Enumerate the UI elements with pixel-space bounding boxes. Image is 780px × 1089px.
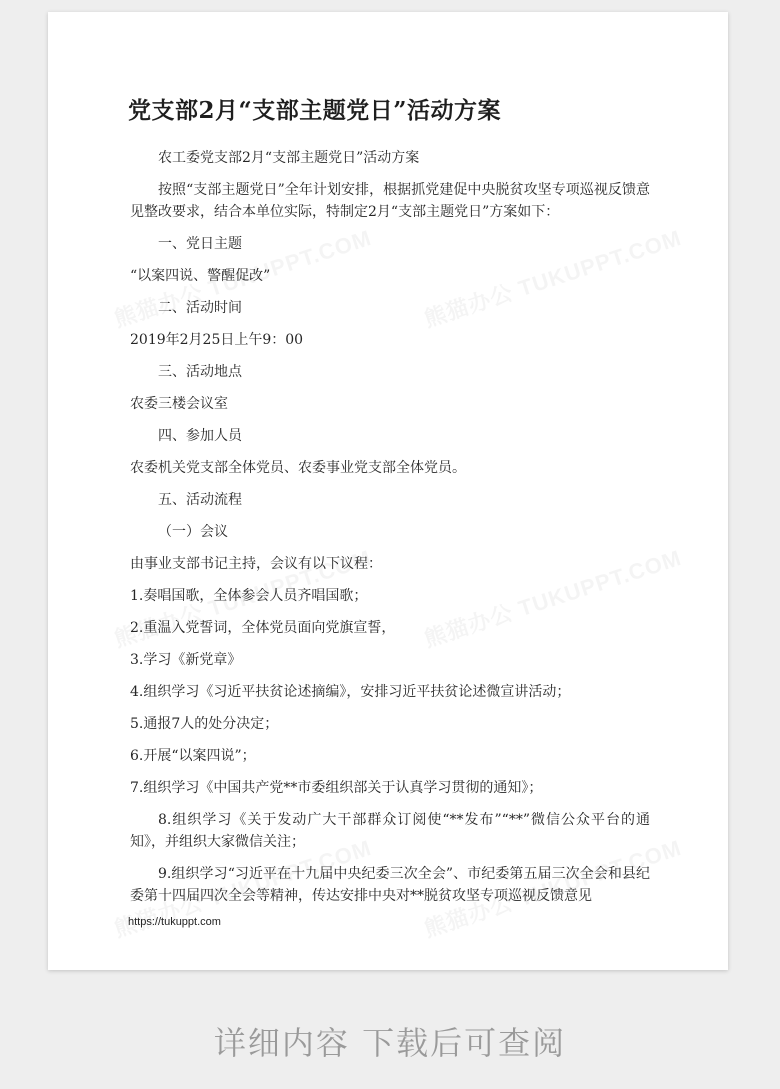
paragraph: 农委机关党支部全体党员、农委事业党支部全体党员。 <box>130 460 466 476</box>
list-item: 9.组织学习“习近平在十九届中央纪委三次全会”、市纪委第五届三次全会和县纪委第十四届四次全会等精神，传达安排中央对**脱贫攻坚专项巡视反馈意见 <box>130 866 650 904</box>
download-hint: 详细内容 下载后可查阅 <box>213 1024 567 1062</box>
list-item: 6.开展“以案四说”； <box>130 748 256 764</box>
section-heading: 二、活动时间 <box>158 300 242 316</box>
footer-url[interactable]: https://tukuppt.com <box>128 916 221 928</box>
paragraph: 按照“支部主题党日”全年计划安排，根据抓党建促中央脱贫攻坚专项巡视反馈意见整改要求，结合本单位实际，特制定2月“支部主题党日”方案如下： <box>130 182 650 220</box>
paragraph: 由事业支部书记主持，会议有以下议程： <box>130 556 382 572</box>
document-title: 党支部2月“支部主题党日”活动方案 <box>128 97 501 124</box>
sub-heading: （一）会议 <box>158 524 228 540</box>
paragraph: 农工委党支部2月“支部主题党日”活动方案 <box>158 150 420 166</box>
document-page <box>48 12 728 970</box>
list-item: 8.组织学习《关于发动广大干部群众订阅使“**发布”“**”微信公众平台的通知》，并组织大家微信关注； <box>130 812 650 850</box>
section-heading: 一、党日主题 <box>158 236 242 252</box>
section-heading: 三、活动地点 <box>158 364 242 380</box>
section-heading: 四、参加人员 <box>158 428 242 444</box>
paragraph: “以案四说、警醒促改” <box>130 268 271 284</box>
list-item: 4.组织学习《习近平扶贫论述摘编》，安排习近平扶贫论述微宣讲活动； <box>130 684 571 700</box>
list-item: 3.学习《新党章》 <box>130 652 242 668</box>
document-body <box>130 147 650 917</box>
paragraph: 农委三楼会议室 <box>130 396 228 412</box>
list-item: 2.重温入党誓词，全体党员面向党旗宣誓， <box>130 620 396 636</box>
section-heading: 五、活动流程 <box>158 492 242 508</box>
paragraph: 2019年2月25日上午9：00 <box>130 332 304 348</box>
list-item: 7.组织学习《中国共产党**市委组织部关于认真学习贯彻的通知》； <box>130 780 543 796</box>
list-item: 5.通报7人的处分决定； <box>130 716 279 732</box>
list-item: 1.奏唱国歌，全体参会人员齐唱国歌； <box>130 588 368 604</box>
